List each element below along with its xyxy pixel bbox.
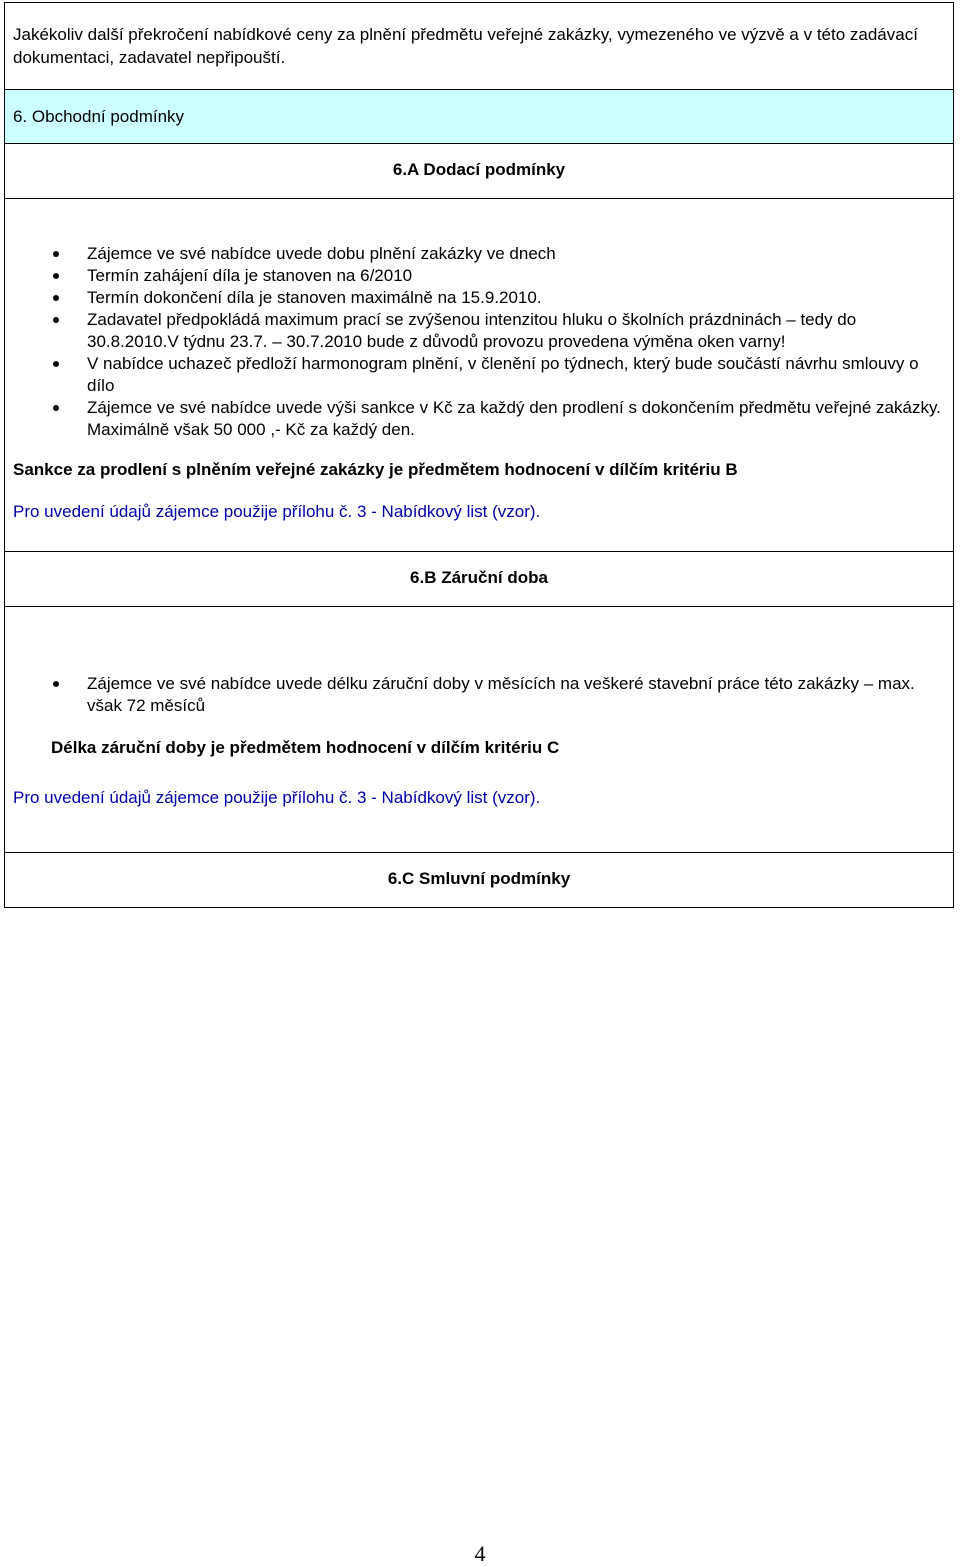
section-6b-content-row (5, 607, 954, 853)
list-item: Termín zahájení díla je stanoven na 6/2010 (13, 265, 945, 287)
section-6b-heading-row (5, 552, 954, 607)
sanction-criterion-note: Sankce za prodlení s plněním veřejné zakázky je předmětem hodnocení v dílčím kritériu B (13, 460, 738, 479)
intro-cell (5, 3, 954, 90)
section-6c-heading-row (5, 853, 954, 908)
list-item: Zájemce ve své nabídce uvede délku záruční doby v měsících na veškeré stavební práce této zakázky – max. však 72 měsíců (13, 673, 945, 717)
list-item: Termín dokončení díla je stanoven maximálně na 15.9.2010. (13, 287, 945, 309)
section-6-heading: 6. Obchodní podmínky (13, 107, 185, 126)
list-item: V nabídce uchazeč předloží harmonogram plnění, v členění po týdnech, který bude součástí návrhu smlouvy o dílo (13, 353, 945, 397)
appendix-reference: Pro uvedení údajů zájemce použije přílohu č. 3 - Nabídkový list (vzor). (13, 502, 541, 521)
section-6a-heading-row (5, 144, 954, 199)
section-6b-bullet-list (13, 673, 945, 717)
appendix-reference: Pro uvedení údajů zájemce použije přílohu č. 3 - Nabídkový list (vzor). (13, 788, 541, 807)
warranty-criterion-note: Délka záruční doby je předmětem hodnocení v dílčím kritériu C (51, 738, 560, 757)
section-6-row (5, 90, 954, 144)
section-6a-heading-cell (5, 144, 954, 199)
section-6b-heading-cell (5, 552, 954, 607)
list-item: Zájemce ve své nabídce uvede dobu plnění zakázky ve dnech (13, 243, 945, 265)
section-6b-content-cell (5, 607, 954, 853)
section-6a-content-cell (5, 199, 954, 552)
list-item: Zájemce ve své nabídce uvede výši sankce v Kč za každý den prodlení s dokončením předmětu veřejné zakázky. Maximálně však 50 000 ,- Kč za každý den. (13, 397, 945, 441)
section-6c-heading-cell (5, 853, 954, 908)
conditions-table (4, 2, 954, 908)
section-6a-bullet-list (13, 243, 945, 441)
page-number: 4 (474, 1541, 486, 1566)
intro-row (5, 3, 954, 90)
section-6c-heading: 6.C Smluvní podmínky (387, 869, 571, 888)
section-6a-content-row (5, 199, 954, 552)
section-6-cell (5, 90, 954, 144)
section-6a-heading: 6.A Dodací podmínky (392, 160, 566, 179)
section-6b-heading: 6.B Záruční doba (410, 568, 548, 587)
intro-paragraph: Jakékoliv další překročení nabídkové ceny za plnění předmětu veřejné zakázky, vymezeného ve výzvě a v této zadávací dokumentaci, zadavatel nepřipouští. (13, 25, 918, 67)
list-item: Zadavatel předpokládá maximum prací se zvýšenou intenzitou hluku o školních prázdninách – tedy do 30.8.2010.V týdnu 23.7. – 30.7.2010 bude z důvodů provozu provedena výměna oken varny! (13, 309, 945, 353)
